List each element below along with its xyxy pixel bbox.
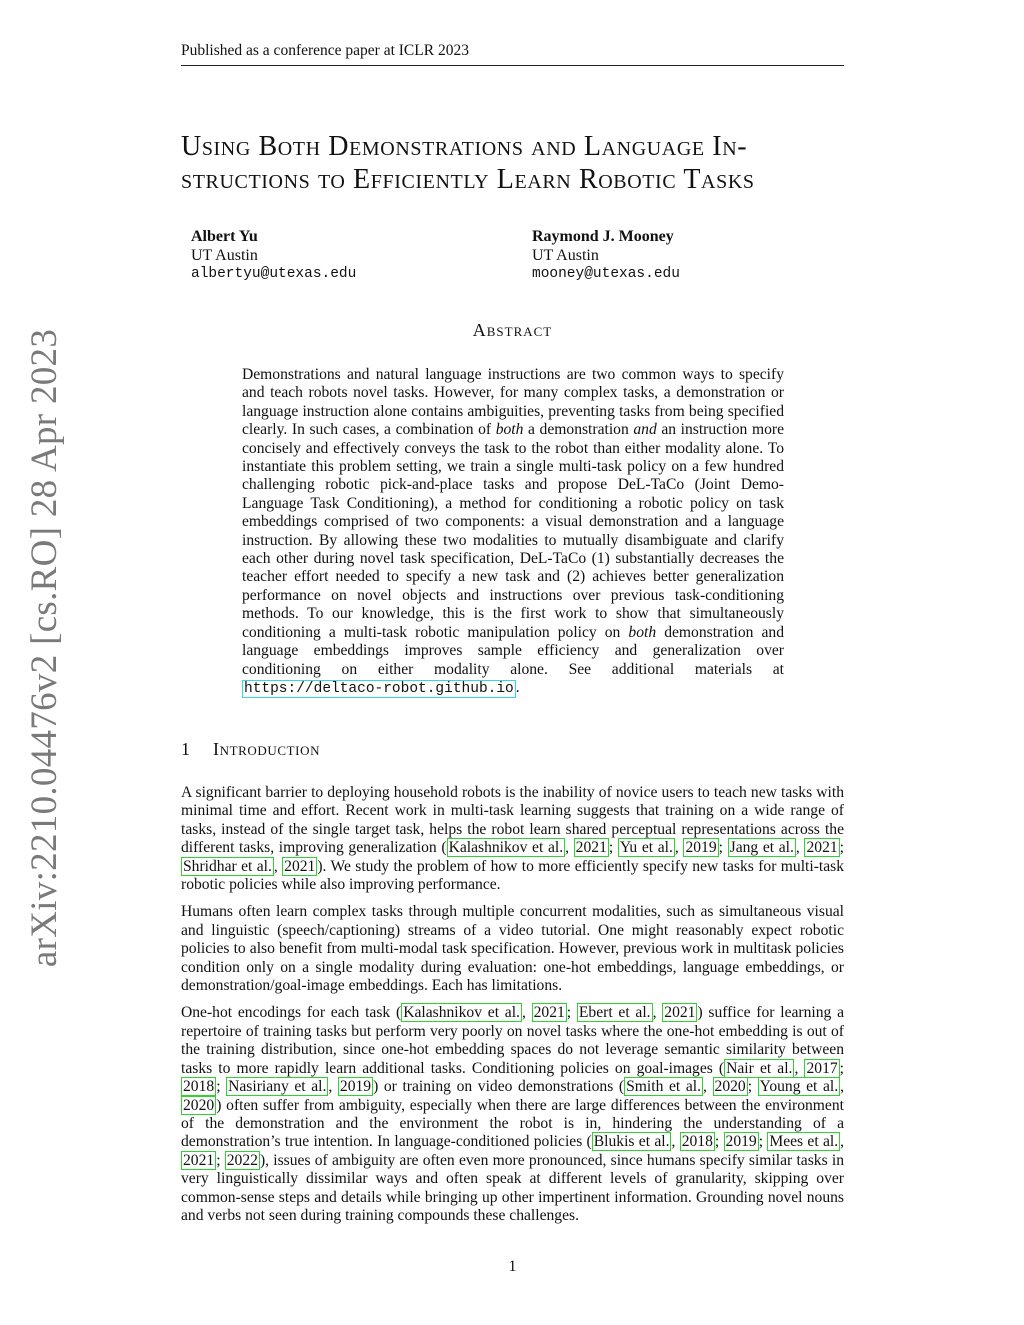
citation-link[interactable]: Ebert et al. — [578, 1004, 651, 1022]
paragraph-text: ). We study the problem of how to more efficiently specify new tasks for multi-task robotic policies while also improving performance. — [181, 857, 845, 894]
abstract-emphasis: both — [628, 623, 657, 641]
abstract-text: a demonstration — [523, 421, 634, 439]
citation-link[interactable]: 2021 — [806, 839, 838, 857]
section-title: Introduction — [213, 739, 321, 759]
paragraph-text: ) suffice for learning a repertoire of training tasks but perform very poorly on novel tasks where the one-hot embedding is out of the training distribution, since one-hot embedding spaces do not leverage semantic similarity between tasks to more rapidly learn additional tasks. Conditioning policies on goal-images ( — [181, 1004, 845, 1077]
paragraph: Humans often learn complex tasks through multiple concurrent modalities, such as simultaneous visual and linguistic (speech/captioning) streams of a video tutorial. One might reasonably expect robotic policies to also benefit from multi-modal task specification. However, previous work in multitask policies condition only on a single modality during evaluation: one-hot embeddings, language embeddings, or demonstration/goal-image embeddings. Each has limitations. — [181, 903, 844, 995]
citation-link[interactable]: 2021 — [533, 1004, 565, 1022]
citation-link[interactable]: 2019 — [685, 839, 717, 857]
title-line-2: structions to Efficiently Learn Robotic Tasks — [181, 164, 755, 195]
author-email[interactable]: albertyu@utexas.edu — [191, 266, 357, 282]
citation-link[interactable]: 2020 — [183, 1096, 215, 1114]
paragraph-text: ), issues of ambiguity are often even more pronounced, since humans specify similar tasks in very linguistically dissimilar ways and often speak at different levels of granularity, skipping over common-sense steps and details while bringing up other impertinent information. Grounding novel nouns and verbs not seen during training compounds these challenges. — [181, 1151, 844, 1224]
abstract-text: demonstration and language embeddings improves sample efficiency and generalization over conditioning on either modality alone. See additional materials at — [242, 623, 784, 678]
abstract-text: an instruction more concisely and effectively conveys the task to the robot than either modality alone. To instantiate this problem setting, we train a single multi-task policy on a few hundred challenging robotic pick-and-place tasks and propose DeL-TaCo (Joint Demo-Language Task Conditioning), a method for conditioning a robotic policy on task embeddings comprised of two components: a visual demonstration and a language instruction. By allowing these two modalities to mutually disambiguate and clarify each other during novel task specification, DeL-TaCo (1) substantially decreases the teacher effort needed to specify a new task and (2) achieves better generalization performance on novel objects and instructions over previous task-conditioning methods. To our knowledge, this is the first work to show that simultaneously conditioning a multi-task robotic manipulation policy on — [242, 421, 784, 641]
author-email[interactable]: mooney@utexas.edu — [532, 266, 680, 282]
paragraph: One-hot encodings for each task ( Kalashnikov et al. , 2021 ; Ebert et al. , 2021 ) suffice for learning a repertoire of training tasks but perform very poorly on novel tasks where the one-hot embedding is out of the training distribution, since one-hot embedding spaces do not leverage semantic similarity between tasks to more rapidly learn additional tasks. Conditioning policies on goal-images ( Nair et al. , 2017 ; 2018 ; Nasiriany et al. , 2019 ) or training on video demonstrations ( Smith et al. , 2020 ; Young et al. , 2020 ) often suffer from ambiguity, especially when there are large differences between the environment of the demonstration and the environment the robot is in, hindering the understanding of a demonstration’s true intention. In language-conditioned policies ( Blukis et al. , 2018 ; 2019 ; Mees et al. , 2021 ; 2022 ), issues of ambiguity are often even more pronounced, since humans specify similar tasks in very linguistically dissimilar ways and often speak at different levels of granularity, skipping over common-sense steps and details while bringing up other impertinent information. Grounding novel nouns and verbs not seen during training compounds these challenges. — [181, 1004, 845, 1224]
citation-link[interactable]: Kalashnikov et al. — [448, 839, 564, 857]
citation-link[interactable]: Yu et al. — [619, 839, 673, 857]
citation-link[interactable]: 2018 — [183, 1078, 215, 1096]
citation-link[interactable]: Shridhar et al. — [183, 857, 272, 875]
citation-link[interactable]: 2020 — [714, 1078, 746, 1096]
abstract-heading: Abstract — [472, 320, 553, 340]
citation-link[interactable]: Mees et al. — [769, 1133, 839, 1151]
citation-link[interactable]: Young et al. — [759, 1078, 839, 1096]
section-number: 1 — [181, 739, 190, 759]
citation-link[interactable]: Jang et al. — [729, 839, 794, 857]
author-name: Raymond J. Mooney — [532, 228, 674, 245]
citation-link[interactable]: 2021 — [183, 1151, 215, 1169]
citation-link[interactable]: 2021 — [664, 1004, 696, 1022]
section-heading — [181, 739, 320, 760]
paragraph-text: ) often suffer from ambiguity, especially when there are large differences between the environment of the demonstration and the environment the robot is in, hindering the understanding of a demonstration’s true intention. In language-conditioned policies ( — [181, 1096, 844, 1151]
author-affiliation: UT Austin — [532, 247, 599, 264]
abstract-text: . — [515, 678, 520, 696]
paragraph: A significant barrier to deploying household robots is the inability of novice users to teach new tasks with minimal time and effort. Recent work in multi-task learning suggests that training on a wide range of tasks, instead of the single target task, helps the robot learn shared perceptual representations across the different tasks, improving generalization ( Kalashnikov et al. , 2021 ; Yu et al. , 2019 ; Jang et al. , 2021 ; Shridhar et al. , 2021 ). We study the problem of how to more efficiently specify new tasks for multi-task robotic policies while also improving performance. — [181, 784, 845, 894]
abstract-text: Demonstrations and natural language instructions are two common ways to specify and teach robots novel tasks. However, for many complex tasks, a demonstration or language instruction alone contains ambiguities, preventing tasks from being specified clearly. In such cases, a combination of — [242, 366, 784, 439]
author-name: Albert Yu — [191, 228, 258, 245]
citation-link[interactable]: Nasiriany et al. — [228, 1078, 327, 1096]
citation-link[interactable]: 2019 — [725, 1133, 757, 1151]
paragraph-text: One-hot encodings for each task ( — [181, 1004, 402, 1022]
citation-link[interactable]: 2021 — [575, 839, 607, 857]
page-number: 1 — [508, 1258, 517, 1275]
paragraph-text: ) or training on video demonstrations ( — [373, 1078, 625, 1096]
author-block-2 — [532, 227, 680, 284]
citation-link[interactable]: 2017 — [806, 1059, 838, 1077]
abstract-emphasis: both — [495, 421, 524, 439]
citation-link[interactable]: Smith et al. — [626, 1078, 701, 1096]
project-url-link[interactable]: https://deltaco-robot.github.io — [244, 680, 514, 697]
paper-title — [181, 130, 844, 196]
citation-link[interactable]: 2022 — [226, 1151, 258, 1169]
author-affiliation: UT Austin — [191, 247, 258, 264]
abstract-body — [242, 366, 784, 698]
citation-link[interactable]: Kalashnikov et al. — [403, 1004, 520, 1022]
citation-link[interactable]: 2018 — [681, 1133, 713, 1151]
title-line-1: Using Both Demonstrations and Language In- — [181, 131, 748, 162]
citation-link[interactable]: 2019 — [339, 1078, 372, 1096]
arxiv-identifier: arXiv:2210.04476v2 [cs.RO] 28 Apr 2023 — [23, 328, 65, 968]
citation-link[interactable]: Nair et al. — [726, 1059, 793, 1077]
citation-link[interactable]: 2021 — [284, 857, 316, 875]
citation-link[interactable]: Blukis et al. — [593, 1133, 670, 1151]
abstract-emphasis: and — [633, 421, 657, 439]
introduction-body — [181, 784, 844, 1234]
paragraph-text: A significant barrier to deploying household robots is the inability of novice users to teach new tasks with minimal time and effort. Recent work in multi-task learning suggests that training on a wide range of tasks, instead of the single target task, helps the robot learn shared perceptual representations across the different tasks, improving generalization ( — [181, 784, 844, 857]
author-block-1 — [191, 227, 356, 284]
running-header: Published as a conference paper at ICLR 2023 — [181, 42, 844, 66]
